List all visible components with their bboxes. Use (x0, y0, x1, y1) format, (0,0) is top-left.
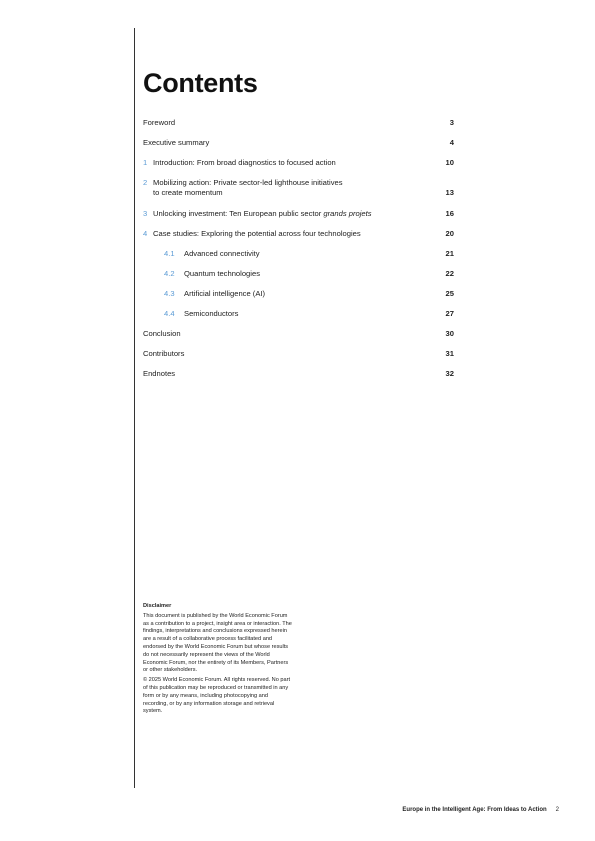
toc-item-label: Executive summary (143, 138, 210, 147)
toc-item-endnotes[interactable] (143, 369, 454, 379)
toc-page-number: 13 (445, 188, 454, 197)
toc-subitem-ai[interactable] (143, 289, 454, 299)
toc-item-case-studies[interactable] (143, 229, 454, 239)
toc-section-number: 1 (143, 158, 148, 167)
toc-item-label: Artificial intelligence (AI) (184, 289, 266, 298)
page-footer (402, 807, 559, 813)
toc-item-label: Unlocking investment: Ten European public sector (153, 209, 324, 218)
disclaimer-body: This document is published by the World Economic Forum as a contribution to a project, insight area or interaction. The findings, interpretations and conclusions expressed herein are a result of a collaborative process facilitated and endorsed by the World Economic Forum but whose results do not necessarily represent the views of the World Economic Forum, nor the entirety of its Members, Partners or other stakeholders. (143, 612, 292, 674)
toc-page-number: 20 (445, 229, 454, 238)
toc-section-number: 4.4 (164, 309, 175, 318)
toc-item-mobilizing-action[interactable] (143, 178, 454, 198)
toc-page-number: 10 (445, 158, 454, 167)
toc-item-label: Advanced connectivity (184, 249, 260, 258)
toc-item-foreword[interactable] (143, 118, 454, 128)
toc-page-number: 16 (445, 209, 454, 218)
toc-item-label-continued: to create momentum (153, 188, 223, 197)
toc-page-number: 22 (445, 269, 454, 278)
toc-item-label: Conclusion (143, 329, 181, 338)
toc-item-label-italic: grands projets (323, 209, 372, 218)
toc-page-number: 31 (445, 349, 454, 358)
toc-item-label: Quantum technologies (184, 269, 260, 278)
disclaimer-heading: Disclaimer (143, 603, 172, 609)
footer-report-title: Europe in the Intelligent Age: From Ideas to Action (402, 807, 547, 813)
toc-item-contributors[interactable] (143, 349, 454, 359)
toc-page-number: 21 (445, 249, 454, 258)
toc-page-number: 25 (445, 289, 454, 298)
toc-page-number: 32 (445, 369, 454, 378)
toc-subitem-quantum[interactable] (143, 269, 454, 279)
toc-page-number: 27 (445, 309, 454, 318)
toc-item-introduction[interactable] (143, 158, 454, 168)
toc-section-number: 2 (143, 178, 148, 187)
footer-page-number: 2 (555, 807, 559, 813)
toc-page-number: 30 (445, 329, 454, 338)
toc-item-label: Case studies: Exploring the potential across four technologies (153, 229, 361, 238)
toc-section-number: 4 (143, 229, 148, 238)
toc-item-unlocking-investment[interactable] (143, 209, 454, 219)
page-title: Contents (143, 68, 258, 98)
toc-page-number: 4 (449, 138, 454, 147)
toc-section-number: 4.3 (164, 289, 175, 298)
copyright-notice: © 2025 World Economic Forum. All rights reserved. No part of this publication may be reproduced or transmitted in any form or by any means, including photocopying and recording, or by any information storage and retrieval system. (143, 677, 291, 715)
left-margin-rule (134, 28, 135, 788)
toc-section-number: 4.2 (164, 269, 175, 278)
toc-item-label: Endnotes (143, 369, 176, 378)
toc-item-label: Introduction: From broad diagnostics to focused action (153, 158, 336, 167)
toc-subitem-semiconductors[interactable] (143, 309, 454, 319)
toc-item-label: Mobilizing action: Private sector-led lighthouse initiatives (153, 178, 343, 187)
toc-item-conclusion[interactable] (143, 329, 454, 339)
toc-item-label: Semiconductors (184, 309, 239, 318)
toc-section-number: 3 (143, 209, 148, 218)
disclaimer (143, 603, 293, 716)
toc-section-number: 4.1 (164, 249, 175, 258)
toc-item-executive-summary[interactable] (143, 138, 454, 148)
toc-item-label: Foreword (143, 118, 176, 127)
toc-subitem-advanced-connectivity[interactable] (143, 249, 454, 259)
toc-page-number: 3 (449, 118, 454, 127)
toc-item-label: Contributors (143, 349, 185, 358)
